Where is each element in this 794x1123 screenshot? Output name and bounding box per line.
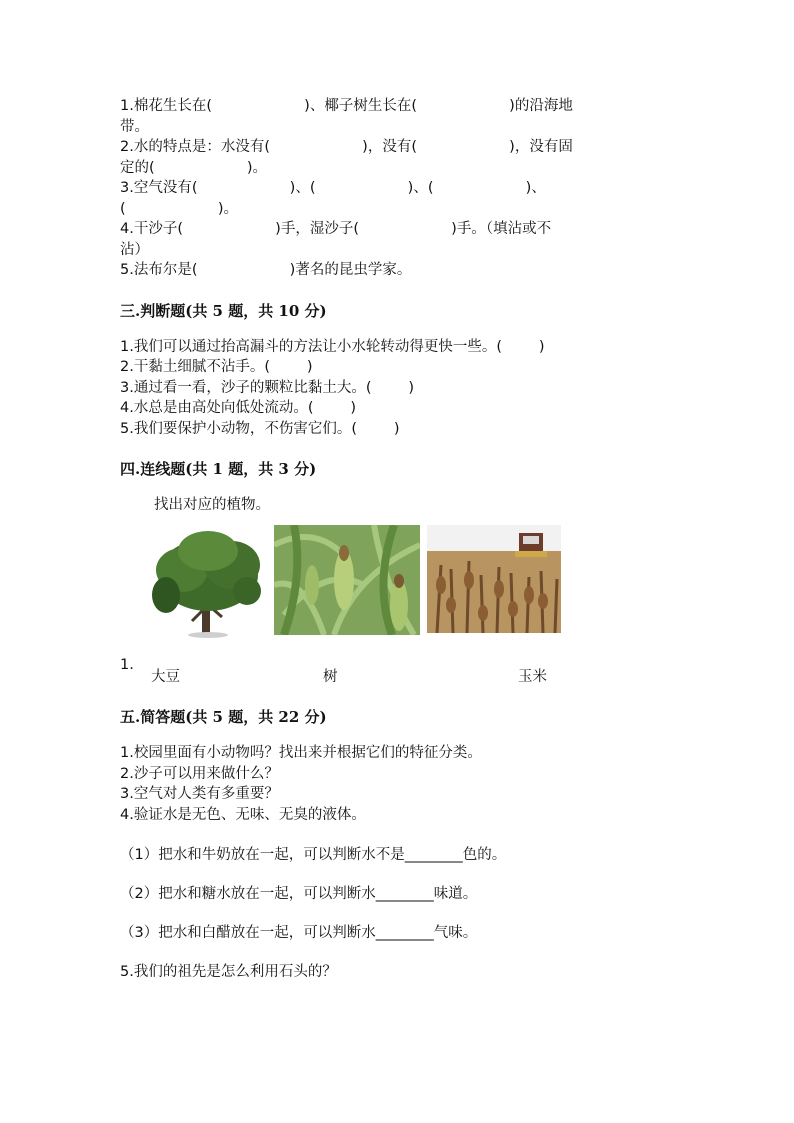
judge-item: 5.我们要保护小动物，不伤害它们。( ) [120,420,400,437]
tree-photo [152,525,264,645]
judge-item: 2.干黏土细腻不沾手。( ) [120,359,313,375]
label-tree: 树 [323,669,338,685]
matching-instruction: 找出对应的植物。 [154,497,270,513]
judge-item: 4.水总是由高处向低处流动。( ) [120,400,357,416]
section3-title: 三.判断题(共 5 题，共 10 分) [120,301,327,320]
q1-line-a: 1.棉花生长在( )、椰子树生长在( )的沿海地 [120,98,573,114]
matching-number: 1. [120,657,134,673]
matching-label-row [120,647,680,687]
exam-page [120,96,680,983]
short-answer-item: 4.验证水是无色、无味、无臭的液体。 [120,806,366,823]
matching-images [120,525,680,647]
judge-item: 1.我们可以通过抬高漏斗的方法让小水轮转动得更快一些。( ) [120,338,545,355]
q1-line-b: 带。 [120,118,149,135]
label-corn: 玉米 [518,669,547,685]
judge-item: 3.通过看一看，沙子的颗粒比黏土大。( ) [120,379,415,396]
q2-line-a: 2.水的特点是：水没有( )，没有( )，没有固 [120,139,573,155]
q4-line-b: 沾） [120,241,149,258]
short-answer-item: 5.我们的祖先是怎么利用石头的？ [120,964,337,980]
sub-question: （2）把水和糖水放在一起，可以判断水________味道。 [120,886,478,902]
corn-photo [274,525,420,635]
q5-line: 5.法布尔是( )著名的昆虫学家。 [120,262,412,278]
q3-line-a: 3.空气没有( )、( )、( )、 [120,180,546,196]
section5-title: 五.简答题(共 5 题，共 22 分) [120,708,327,726]
sub-question: （3）把水和白醋放在一起，可以判断水________气味。 [120,925,478,941]
label-soybean: 大豆 [151,669,180,685]
short-answer-item: 2.沙子可以用来做什么？ [120,765,279,782]
q2-line-b: 定的( )。 [120,159,267,176]
soybean-field-photo [427,525,561,633]
q4-line-a: 4.干沙子( )手，湿沙子( )手。（填沾或不 [120,221,552,237]
sub-question: （1）把水和牛奶放在一起，可以判断水不是________色的。 [120,847,507,863]
short-answer-item: 1.校园里面有小动物吗？找出来并根据它们的特征分类。 [120,745,482,761]
section4-title: 四.连线题(共 1 题，共 3 分) [120,460,317,478]
q3-line-b: ( )。 [120,200,238,217]
short-answer-item: 3.空气对人类有多重要？ [120,786,279,802]
